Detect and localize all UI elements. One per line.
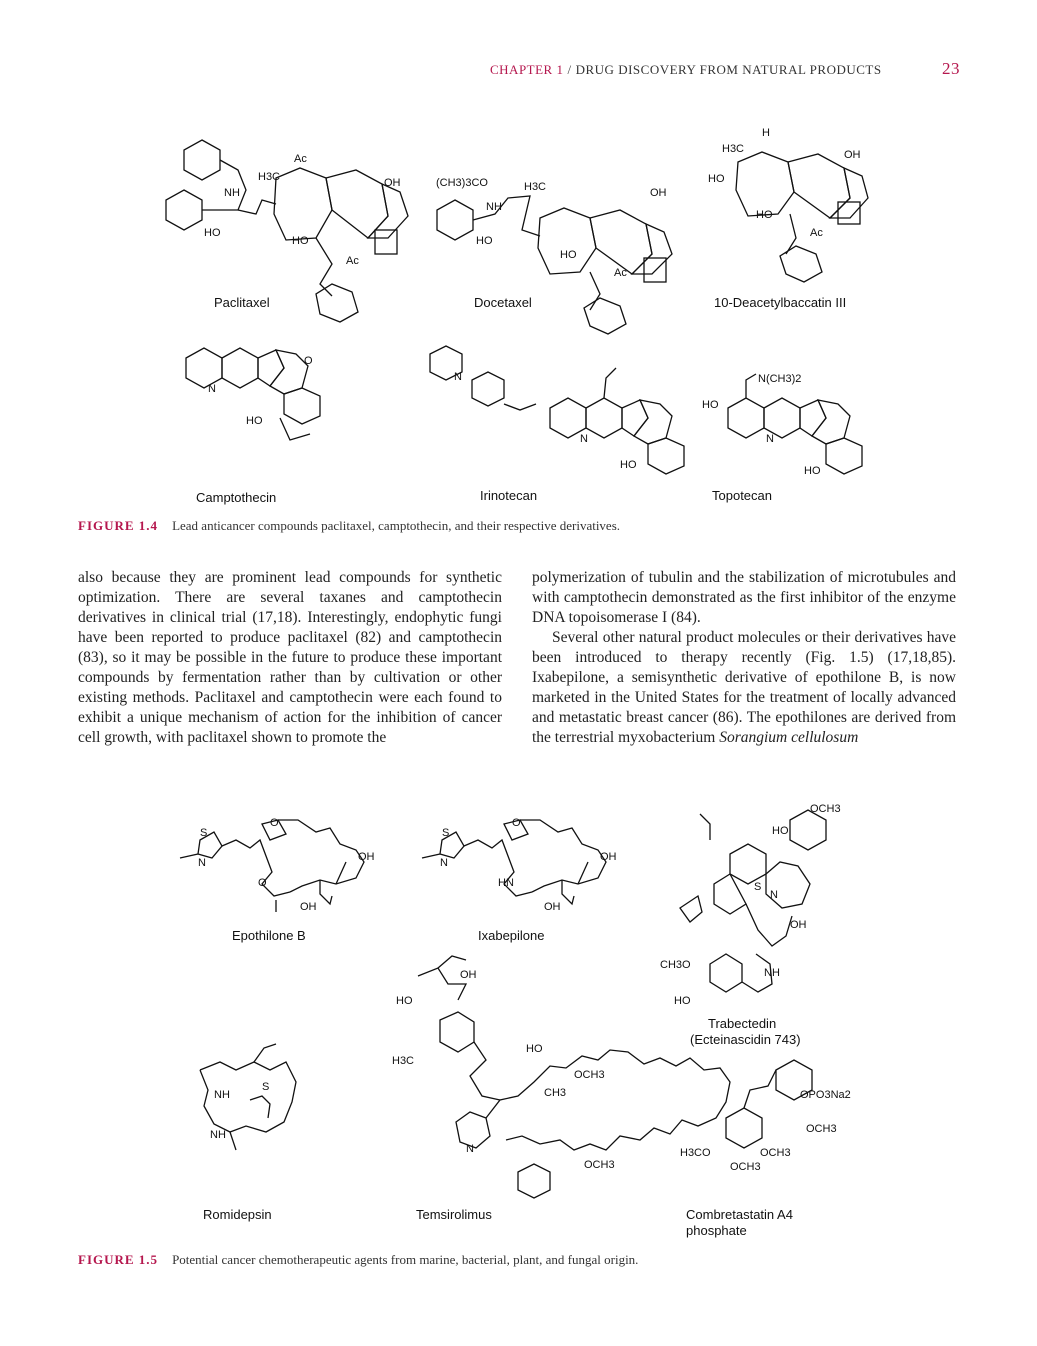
label-topotecan: Topotecan bbox=[712, 488, 772, 503]
body-paragraph: also because they are prominent lead compounds for synthetic optimization. There are several taxanes and camptothecin derivatives in clinical trial (17,18). Interestingly, endophytic fungi have been reported to produce paclitaxel (82) and camptothecin (83), so it may be possible in the future to produce these important compounds by fermentation rather than by cultivation or other existing methods. Paclitaxel and camptothecin were each found to exhibit a unique mechanism of action for the inhibition of cancer cell growth, with paclitaxel shown to promote the bbox=[78, 569, 502, 746]
atom-label: Ac bbox=[810, 227, 823, 239]
figure-1-4-drawing bbox=[150, 118, 880, 510]
body-paragraph bbox=[532, 628, 956, 748]
atom-label: N bbox=[198, 857, 206, 869]
species-name: Sorangium cellulosum bbox=[719, 729, 859, 746]
atom-label: Ac bbox=[346, 255, 359, 267]
figure-1-4-id: FIGURE 1.4 bbox=[78, 518, 159, 533]
body-paragraph: polymerization of tubulin and the stabilization of microtubules and with camptothecin demonstrated as the first inhibitor of the enzyme DNA topoisomerase I (84). bbox=[532, 569, 956, 626]
header-separator: / bbox=[567, 62, 572, 77]
atom-label: Ac bbox=[614, 267, 627, 279]
trabectedin-structure bbox=[680, 810, 826, 992]
atom-label: OCH3 bbox=[806, 1123, 837, 1135]
body-left-column bbox=[78, 568, 502, 748]
atom-label: HO bbox=[476, 235, 493, 247]
atom-label: CH3 bbox=[544, 1087, 567, 1099]
atom-label: OCH3 bbox=[730, 1161, 761, 1173]
atom-label: NH bbox=[764, 967, 780, 979]
atom-label: HO bbox=[292, 235, 309, 247]
atom-label: N bbox=[766, 433, 774, 445]
atom-label: H3C bbox=[722, 143, 745, 155]
label-epothilone-b: Epothilone B bbox=[232, 928, 306, 943]
paclitaxel-structure bbox=[166, 140, 408, 322]
combretastatin-structure bbox=[726, 1060, 812, 1148]
atom-label: HO bbox=[560, 249, 577, 261]
atom-label: HO bbox=[674, 995, 691, 1007]
docetaxel-structure bbox=[437, 196, 672, 334]
body-right-column bbox=[532, 568, 956, 748]
atom-label: S bbox=[200, 827, 208, 839]
atom-label: OH bbox=[600, 851, 617, 863]
atom-label: OH bbox=[460, 969, 477, 981]
atom-label: OH bbox=[844, 149, 861, 161]
label-trabectedin: Trabectedin bbox=[708, 1016, 777, 1031]
epothilone-structure bbox=[180, 820, 364, 912]
label-irinotecan: Irinotecan bbox=[480, 488, 538, 503]
atom-label: S bbox=[262, 1081, 270, 1093]
ixabepilone-structure bbox=[422, 820, 606, 904]
figure-1-5-caption-text: Potential cancer chemotherapeutic agents from marine, bacterial, plant, and fungal origin. bbox=[172, 1252, 639, 1267]
label-camptothecin: Camptothecin bbox=[196, 490, 277, 505]
atom-label: HO bbox=[756, 209, 773, 221]
atom-label: N bbox=[580, 433, 588, 445]
atom-label: OH bbox=[544, 901, 561, 913]
atom-label: OCH3 bbox=[760, 1147, 791, 1159]
atom-label: O bbox=[304, 355, 313, 367]
atom-label: NH bbox=[486, 201, 502, 213]
atom-label: OCH3 bbox=[574, 1069, 605, 1081]
atom-label: OCH3 bbox=[810, 803, 841, 815]
atom-label: O bbox=[270, 817, 279, 829]
atom-label: OH bbox=[790, 919, 807, 931]
atom-label: HN bbox=[498, 877, 514, 889]
atom-label: NH bbox=[210, 1129, 226, 1141]
atom-label: NH bbox=[224, 187, 240, 199]
page-number: 23 bbox=[942, 59, 960, 78]
atom-label: N(CH3)2 bbox=[758, 373, 802, 385]
running-header bbox=[490, 59, 960, 82]
figure-1-5-caption bbox=[78, 1252, 638, 1268]
atom-label: OH bbox=[358, 851, 375, 863]
figure-1-4-caption bbox=[78, 518, 620, 534]
atom-label: HO bbox=[246, 415, 263, 427]
atom-label: HO bbox=[396, 995, 413, 1007]
label-combretastatin-phosphate: phosphate bbox=[686, 1223, 747, 1238]
atom-label: HO bbox=[204, 227, 221, 239]
atom-label: CH3O bbox=[660, 959, 691, 971]
atom-label: HO bbox=[708, 173, 725, 185]
figure-1-5-drawing bbox=[170, 800, 870, 1210]
atom-label: HO bbox=[620, 459, 637, 471]
atom-label: N bbox=[770, 889, 778, 901]
label-ecteinascidin: (Ecteinascidin 743) bbox=[690, 1032, 801, 1047]
atom-label: N bbox=[466, 1143, 474, 1155]
atom-label: HO bbox=[526, 1043, 543, 1055]
atom-label: Ac bbox=[294, 153, 307, 165]
atom-label: OH bbox=[384, 177, 401, 189]
atom-label: H3CO bbox=[680, 1147, 711, 1159]
label-romidepsin: Romidepsin bbox=[203, 1207, 272, 1222]
label-combretastatin: Combretastatin A4 bbox=[686, 1207, 793, 1222]
atom-label: S bbox=[442, 827, 450, 839]
label-ixabepilone: Ixabepilone bbox=[478, 928, 545, 943]
atom-label: OCH3 bbox=[584, 1159, 615, 1171]
figure-1-5-id: FIGURE 1.5 bbox=[78, 1252, 159, 1267]
atom-label: H3C bbox=[524, 181, 547, 193]
atom-label: O bbox=[512, 817, 521, 829]
atom-label: HO bbox=[772, 825, 789, 837]
label-paclitaxel: Paclitaxel bbox=[214, 295, 270, 310]
label-deacetylbaccatin: 10-Deacetylbaccatin III bbox=[714, 295, 847, 310]
atom-label: H bbox=[762, 127, 770, 139]
topotecan-structure bbox=[728, 374, 862, 474]
atom-label: OH bbox=[300, 901, 317, 913]
atom-label: H3C bbox=[392, 1055, 415, 1067]
chapter-title: DRUG DISCOVERY FROM NATURAL PRODUCTS bbox=[575, 62, 882, 77]
atom-label: S bbox=[754, 881, 762, 893]
atom-label: O bbox=[258, 877, 267, 889]
atom-label: N bbox=[440, 857, 448, 869]
atom-label: OH bbox=[650, 187, 667, 199]
body-text: Several other natural product molecules or their derivatives have been introduced to therapy recently (Fig. 1.5) (17,18,85). Ixabepilone, a semisynthetic derivative of epothilone B, is now marketed in the United States for the treatment of locally advanced and metastatic breast cancer (86). The epothilones are derived from the terrestrial myxobacterium bbox=[532, 629, 956, 746]
chapter-number: CHAPTER 1 bbox=[490, 62, 564, 77]
atom-label: N bbox=[208, 383, 216, 395]
irinotecan-structure bbox=[430, 346, 684, 474]
atom-label: HO bbox=[804, 465, 821, 477]
atom-label: H3C bbox=[258, 171, 281, 183]
atom-label: N bbox=[454, 371, 462, 383]
atom-label: NH bbox=[214, 1089, 230, 1101]
figure-1-4-caption-text: Lead anticancer compounds paclitaxel, camptothecin, and their respective derivatives. bbox=[172, 518, 621, 533]
label-temsirolimus: Temsirolimus bbox=[416, 1207, 492, 1222]
atom-label: HO bbox=[702, 399, 719, 411]
atom-label: (CH3)3CO bbox=[436, 177, 488, 189]
label-docetaxel: Docetaxel bbox=[474, 295, 532, 310]
atom-label: OPO3Na2 bbox=[800, 1089, 851, 1101]
